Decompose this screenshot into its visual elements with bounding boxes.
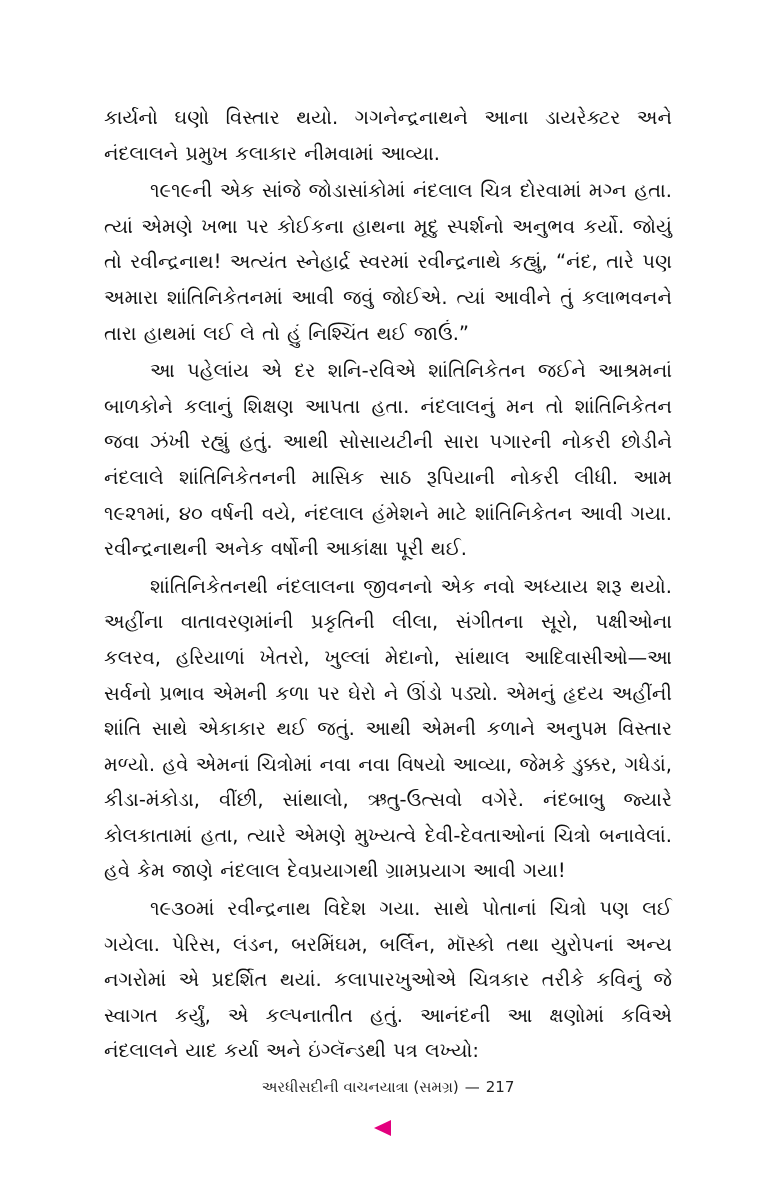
previous-page-icon[interactable] bbox=[374, 1120, 391, 1136]
page-number: 217 bbox=[485, 1078, 515, 1096]
page-body bbox=[104, 100, 672, 1069]
paragraph-1: કાર્યનો ઘણો વિસ્તાર થયો. ગગનેન્દ્રનાથને આના ડાયરેક્ટર અને નંદલાલને પ્રમુખ કલાકાર નીમવામાં આવ્યા. bbox=[104, 106, 672, 165]
paragraph-3: આ પહેલાંય એ દર શનિ-રવિએ શાંતિનિકેતન જઈને આશ્રમનાં બાળકોને કલાનું શિક્ષણ આપતા હતા. નંદલાલનું મન તો શાંતિનિકેતન જવા ઝંખી રહ્યું હતું. આથી સોસાયટીની સારા પગારની નોકરી છોડીને નંદલાલે શાંતિનિકેતનની માસિક સાઠ રૂપિયાની નોકરી લીધી. આમ ૧૯૨૧માં, ૪૦ વર્ષની વયે, નંદલાલ હંમેશને માટે શાંતિનિકેતન આવી ગયા. રવીન્દ્રનાથની અનેક વર્ષોની આકાંક્ષા પૂરી થઈ. bbox=[104, 359, 672, 561]
footer-separator: — bbox=[464, 1078, 480, 1096]
page-footer bbox=[0, 1077, 776, 1097]
paragraph-5: ૧૯૩૦માં રવીન્દ્રનાથ વિદેશ ગયા. સાથે પોતાનાં ચિત્રો પણ લઈ ગયેલા. પેરિસ, લંડન, બરમિંઘમ, બર્લિન, મૉસ્કો તથા યુરોપનાં અન્ય નગરોમાં એ પ્રદર્શિત થયાં. કલાપારખુઓએ ચિત્રકાર તરીકે કવિનું જે સ્વાગત કર્યું, એ કલ્પનાતીત હતું. આનંદની આ ક્ષણોમાં કવિએ નંદલાલને યાદ કર્યા અને ઇંગ્લૅન્ડથી પત્ર લખ્યો: bbox=[104, 897, 672, 1063]
paragraph-4: શાંતિનિકેતનથી નંદલાલના જીવનનો એક નવો અધ્યાય શરૂ થયો. અહીંના વાતાવરણમાંની પ્રકૃતિની લીલા, સંગીતના સૂરો, પક્ષીઓના કલરવ, હરિયાળાં ખેતરો, ખુલ્લાં મેદાનો, સાંથાલ આદિવાસીઓ—આ સર્વનો પ્રભાવ એમની કળા પર ઘેરો ને ઊંડો પડ્યો. એમનું હૃદય અહીંની શાંતિ સાથે એકાકાર થઈ જતું. આથી એમની કળાને અનુપમ વિસ્તાર મળ્યો. હવે એમનાં ચિત્રોમાં નવા નવા વિષયો આવ્યા, જેમકે ડુક્કર, ગધેડાં, કીડા-મંકોડા, વીંછી, સાંથાલો, ઋતુ-ઉત્સવો વગેરે. નંદબાબુ જ્યારે કોલકાતામાં હતા, ત્યારે એમણે મુખ્યત્વે દેવી-દેવતાઓનાં ચિત્રો બનાવેલાં. હવે કેમ જાણે નંદલાલ દેવપ્રયાગથી ગ્રામપ્રયાગ આવી ગયા! bbox=[104, 574, 672, 883]
footer-book-title: અરધીસદીની વાચનયાત્રા (સમગ્ર) bbox=[261, 1078, 459, 1096]
paragraph-2: ૧૯૧૯ની એક સાંજે જોડાસાંકોમાં નંદલાલ ચિત્ર દોરવામાં મગ્ન હતા. ત્યાં એમણે ખભા પર કોઈકના હાથના મૃદુ સ્પર્શનો અનુભવ કર્યો. જોયું તો રવીન્દ્રનાથ! અત્યંત સ્નેહાર્દ્ર સ્વરમાં રવીન્દ્રનાથે કહ્યું, “નંદ, તારે પણ અમારા શાંતિનિકેતનમાં આવી જવું જોઈએ. ત્યાં આવીને તું કલાભવનને તારા હાથમાં લઈ લે તો હું નિશ્ચિંત થઈ જાઉં.” bbox=[104, 179, 672, 345]
